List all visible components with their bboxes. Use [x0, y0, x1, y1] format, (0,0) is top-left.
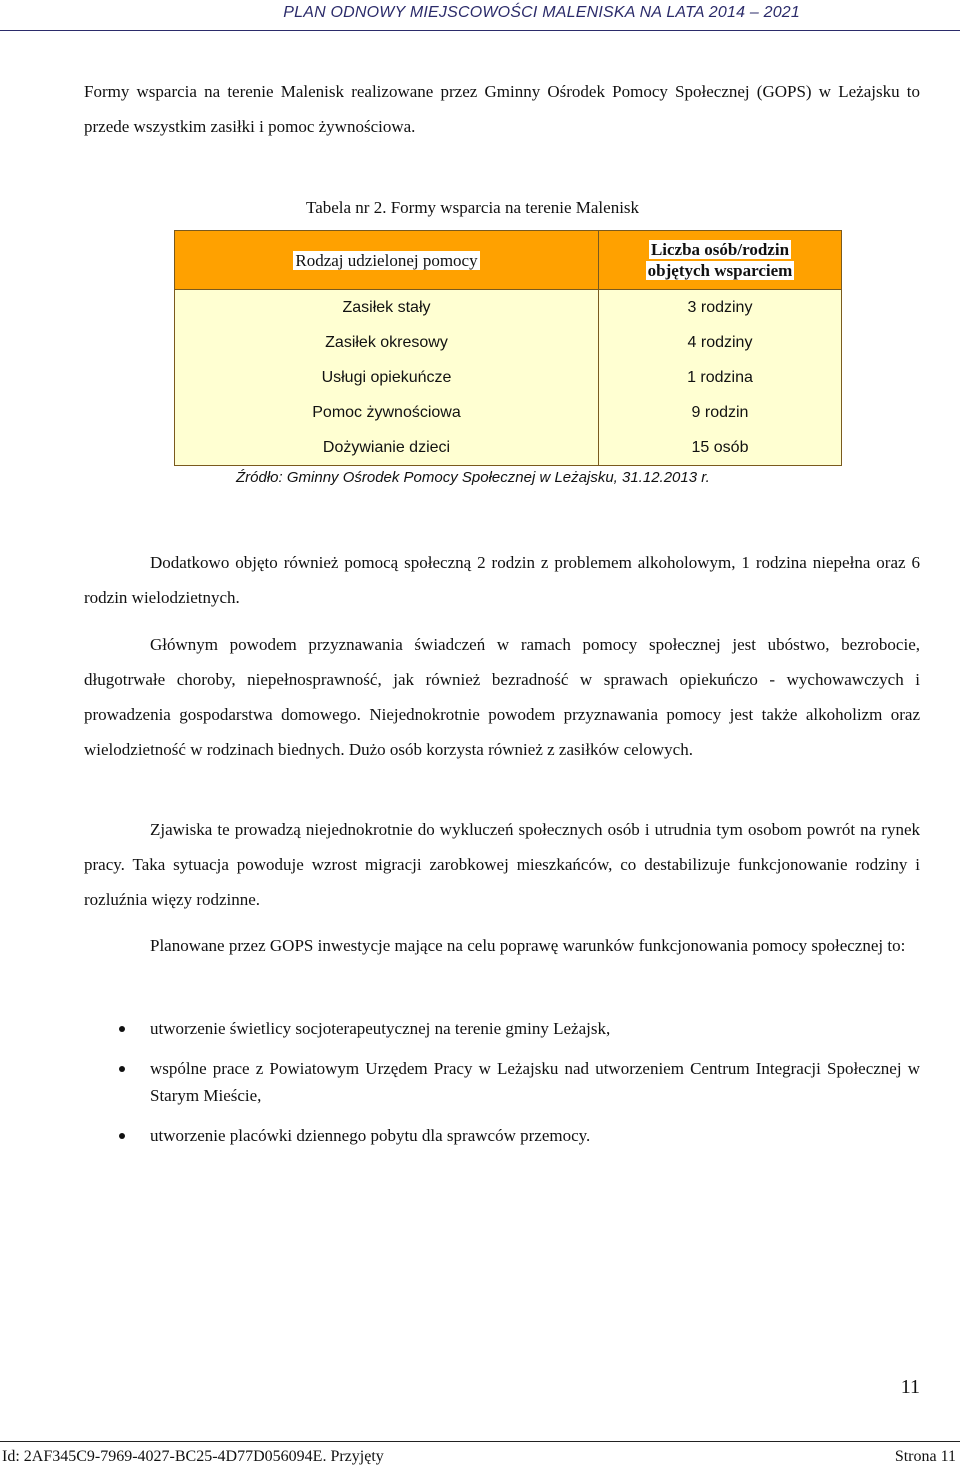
- row-type: Dożywianie dzieci: [175, 430, 599, 466]
- bullet-dot-icon: [119, 1026, 125, 1032]
- list-item: [0, 1055, 920, 1109]
- table-row: [175, 290, 842, 326]
- intro-paragraph: Formy wsparcia na terenie Malenisk realizowane przez Gminny Ośrodek Pomocy Społecznej (GOPS) w Leżajsku to przede wszystkim zasiłki i pomoc żywnościowa.: [84, 82, 920, 136]
- paragraph-social-exclusion: Zjawiska te prowadzą niejednokrotnie do wykluczeń społecznych osób i utrudnia tym osobom powrót na rynek pracy. Taka sytuacja powoduje wzrost migracji zarobkowej mieszkańców, co destabilizuje funkcjonowanie rodziny i rozluźnia więzy rodzinne.: [84, 820, 920, 909]
- page-number: 11: [900, 1376, 920, 1398]
- row-count: 9 rodzin: [599, 395, 842, 430]
- list-item-text: wspólne prace z Powiatowym Urzędem Pracy w Leżajsku nad utworzeniem Centrum Integracji Społecznej w Starym Mieście,: [150, 1059, 920, 1105]
- header-count-line1: Liczba osób/rodzin: [650, 240, 790, 259]
- table-caption: Tabela nr 2. Formy wsparcia na terenie Malenisk: [306, 198, 640, 217]
- list-item-text: utworzenie placówki dziennego pobytu dla sprawców przemocy.: [150, 1126, 591, 1145]
- row-type: Zasiłek okresowy: [175, 325, 599, 360]
- list-item: [0, 1122, 920, 1149]
- header-divider: [0, 30, 960, 31]
- bullet-dot-icon: [119, 1066, 125, 1072]
- document-header-title: PLAN ODNOWY MIEJSCOWOŚCI MALENISKA NA LATA 2014 – 2021: [283, 4, 800, 21]
- footer-document-id: Id: 2AF345C9-7969-4027-BC25-4D77D056094E. Przyjęty: [2, 1448, 384, 1465]
- header-count: [599, 231, 842, 290]
- row-count: 1 rodzina: [599, 360, 842, 395]
- row-count: 4 rodziny: [599, 325, 842, 360]
- paragraph-planned-investments: Planowane przez GOPS inwestycje mające na celu poprawę warunków funkcjonowania pomocy społecznej to:: [150, 936, 906, 955]
- row-type: Usługi opiekuńcze: [175, 360, 599, 395]
- row-count: 15 osób: [599, 430, 842, 466]
- header-type-label: Rodzaj udzielonej pomocy: [295, 250, 478, 270]
- paragraph-additional-support: Dodatkowo objęto również pomocą społeczną 2 rodzin z problemem alkoholowym, 1 rodzina niepełna oraz 6 rodzin wielodzietnych.: [84, 553, 920, 607]
- footer-divider: [0, 1441, 960, 1442]
- table-row: [175, 395, 842, 430]
- table-header-row: [175, 231, 842, 290]
- table-source-note: Źródło: Gminny Ośrodek Pomocy Społecznej w Leżajsku, 31.12.2013 r.: [236, 469, 710, 486]
- paragraph-main-reasons: Głównym powodem przyznawania świadczeń w ramach pomocy społecznej jest ubóstwo, bezrobocie, długotrwałe choroby, niepełnosprawność, jak również bezradność w sprawach opiekuńczo - wychowawczych i prowadzenia gospodarstwa domowego. Niejednokrotnie powodem przyznawania pomocy jest także alkoholizm oraz wielodzietność w rodzinach biednych. Dużo osób korzysta również z zasiłków celowych.: [84, 635, 920, 759]
- investment-list: [0, 1012, 960, 1149]
- header-type: [175, 231, 599, 290]
- row-type: Zasiłek stały: [175, 290, 599, 326]
- row-type: Pomoc żywnościowa: [175, 395, 599, 430]
- table-row: [175, 360, 842, 395]
- list-item: [0, 1015, 920, 1042]
- table-row: [175, 325, 842, 360]
- header-count-line2: objętych wsparciem: [647, 261, 793, 280]
- bullet-dot-icon: [119, 1133, 125, 1139]
- list-item-text: utworzenie świetlicy socjoterapeutycznej na terenie gminy Leżajsk,: [150, 1019, 611, 1038]
- table-row: [175, 430, 842, 466]
- support-forms-table: [174, 230, 842, 466]
- footer-page-label: Strona 11: [894, 1448, 956, 1465]
- row-count: 3 rodziny: [599, 290, 842, 326]
